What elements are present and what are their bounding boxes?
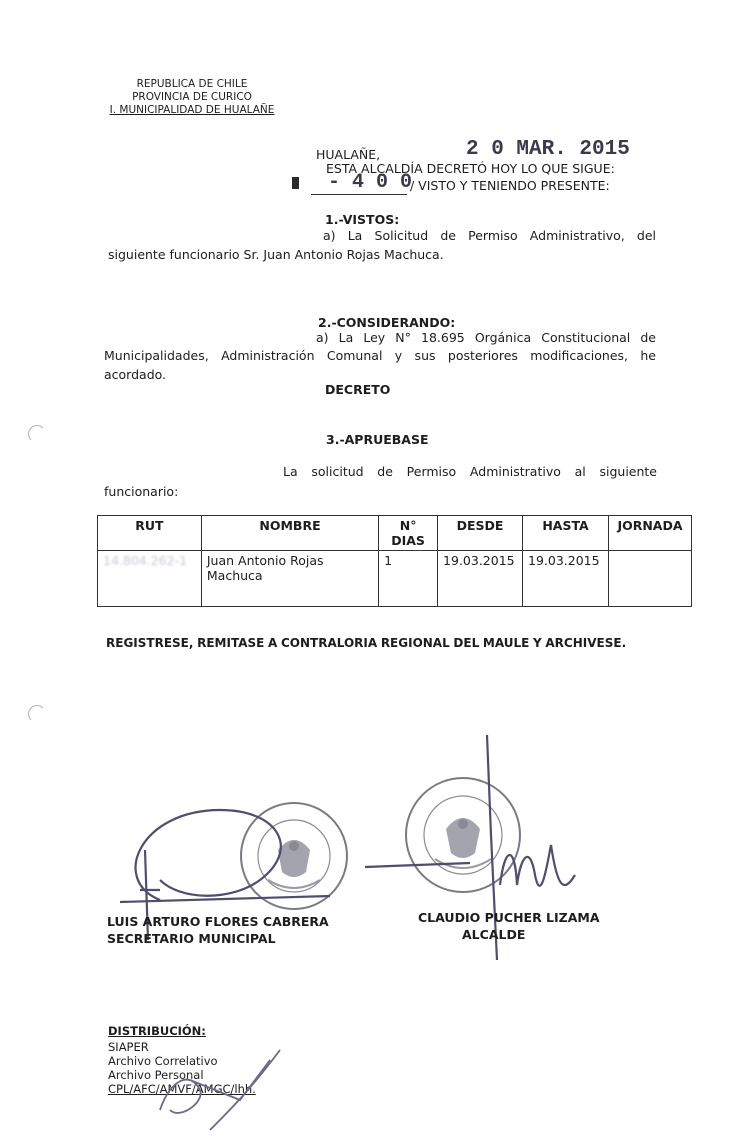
vistos-line-1: a) La Solicitud de Permiso Administrativo, del [323, 228, 656, 243]
considerando-line-1: a) La Ley N° 18.695 Orgánica Constitucional de [316, 330, 656, 345]
col-rut: RUT [98, 516, 202, 551]
decree-number: - 4 0 0 [328, 171, 413, 194]
initials-scribble [150, 1040, 300, 1140]
punch-mark-icon [28, 425, 46, 443]
secretary-title-text: SECRETARIO MUNICIPAL [107, 931, 276, 946]
distribution-item: SIAPER [108, 1040, 149, 1054]
mayor-name: CLAUDIO PUCHER LIZAMA [418, 910, 600, 925]
header-line-2: PROVINCIA DE CURICO [132, 91, 252, 103]
considerando-line-3: acordado. [104, 367, 167, 382]
col-dias: N° DIAS [379, 516, 438, 551]
apruebase-line-1: La solicitud de Permiso Administrativo al siguiente [283, 464, 657, 479]
col-desde: DESDE [438, 516, 523, 551]
col-hasta: HASTA [523, 516, 609, 551]
secretary-name: LUIS ARTURO FLORES CABRERA [107, 914, 329, 929]
cell-desde: 19.03.2015 [438, 551, 523, 607]
considerando-heading: 2.-CONSIDERANDO: [318, 315, 456, 330]
header-line-1: REPUBLICA DE CHILE [136, 78, 248, 90]
distribution-heading: DISTRIBUCIÓN: [108, 1024, 206, 1038]
distribution-item: Archivo Personal [108, 1068, 204, 1082]
decreto-label: DECRETO [325, 382, 391, 397]
col-nombre: NOMBRE [201, 516, 378, 551]
cell-rut: 14.804.262-1 [98, 551, 202, 607]
decree-line: ESTA ALCALDÍA DECRETÓ HOY LO QUE SIGUE: [326, 161, 615, 176]
decree-number-line [311, 194, 407, 195]
cell-dias: 1 [379, 551, 438, 607]
apruebase-heading: 3.-APRUEBASE [326, 432, 429, 447]
cell-hasta: 19.03.2015 [523, 551, 609, 607]
permit-table [97, 515, 692, 607]
table-row [98, 551, 692, 607]
visto-line: / VISTO Y TENIENDO PRESENTE: [410, 178, 610, 193]
cell-nombre: Juan Antonio Rojas Machuca [201, 551, 378, 607]
vistos-heading: 1.-VISTOS: [325, 212, 400, 227]
col-jornada: JORNADA [608, 516, 691, 551]
place-label: HUALAÑE, [316, 147, 381, 162]
apruebase-line-2: funcionario: [104, 484, 179, 499]
considerando-line-2: Municipalidades, Administración Comunal y sus posteriores modificaciones, he [104, 348, 656, 363]
header-line-3: I. MUNICIPALIDAD DE HUALAÑE [109, 104, 275, 116]
stamped-date: 2 0 MAR. 2015 [466, 138, 630, 161]
decree-mark-icon [292, 177, 299, 189]
cell-jornada [608, 551, 691, 607]
punch-mark-icon [28, 705, 46, 723]
mayor-title: ALCALDE [462, 927, 526, 942]
table-header-row [98, 516, 692, 551]
distribution-item: CPL/AFC/AMVF/AMGC/lhh. [108, 1082, 256, 1096]
distribution-item: Archivo Correlativo [108, 1054, 218, 1068]
vistos-line-2: siguiente funcionario Sr. Juan Antonio Rojas Machuca. [108, 247, 444, 262]
closing-statement: REGISTRESE, REMITASE A CONTRALORIA REGIONAL DEL MAULE Y ARCHIVESE. [106, 636, 627, 650]
